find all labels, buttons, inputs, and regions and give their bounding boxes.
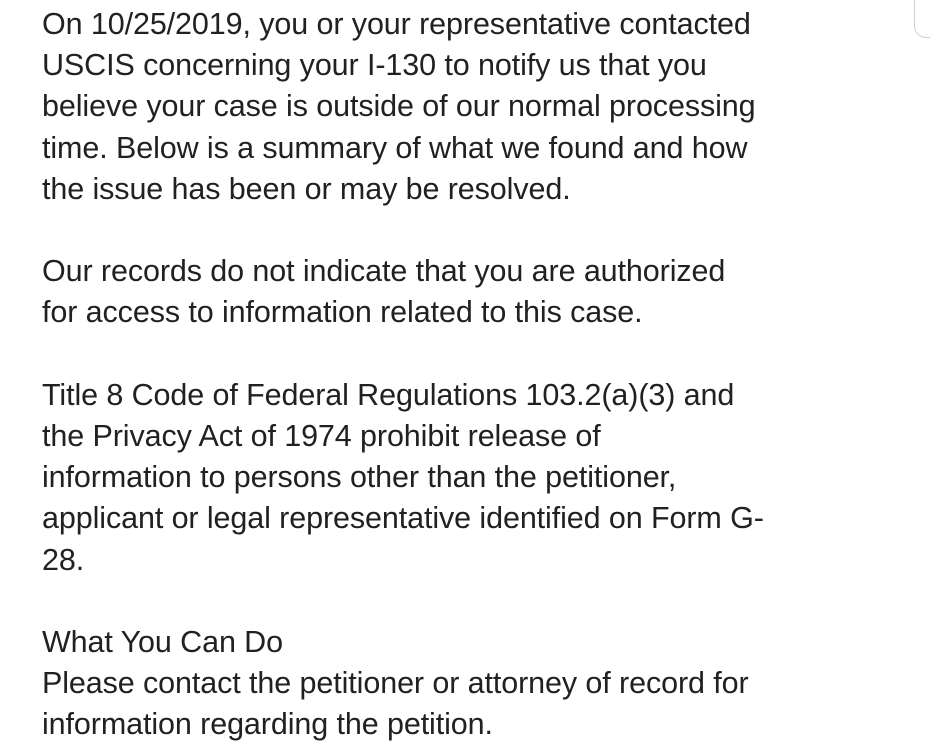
text-line: applicant or legal representative identified on Form G- (42, 501, 764, 536)
case-inquiry-paragraph (42, 4, 902, 210)
paragraph-spacer (42, 210, 902, 251)
text-line: USCIS concerning your I-130 to notify us that you (42, 48, 707, 83)
regulation-paragraph (42, 375, 902, 581)
text-line: Please contact the petitioner or attorney of record for (42, 666, 749, 701)
text-line: On 10/25/2019, you or your representative contacted (42, 7, 751, 41)
text-line: the issue has been or may be resolved. (42, 171, 571, 206)
text-line: information regarding the petition. (42, 707, 493, 742)
text-line: 28. (42, 542, 85, 577)
text-line: for access to information related to this case. (42, 295, 643, 330)
text-line: believe your case is outside of our normal processing (42, 89, 756, 124)
text-line: the Privacy Act of 1974 prohibit release of (42, 419, 601, 453)
text-line: information to persons other than the petitioner, (42, 460, 677, 495)
paragraph-spacer (42, 334, 902, 375)
scrollbar-corner (914, 0, 930, 38)
text-line: time. Below is a summary of what we found and how (42, 130, 748, 165)
message-body (42, 4, 902, 746)
text-line: Our records do not indicate that you are authorized (42, 254, 726, 289)
paragraph-spacer (42, 581, 902, 622)
what-you-can-do-section (42, 622, 902, 746)
section-heading: What You Can Do (42, 625, 283, 659)
text-line: Title 8 Code of Federal Regulations 103.2(a)(3) and (42, 377, 735, 412)
authorization-paragraph (42, 251, 902, 333)
